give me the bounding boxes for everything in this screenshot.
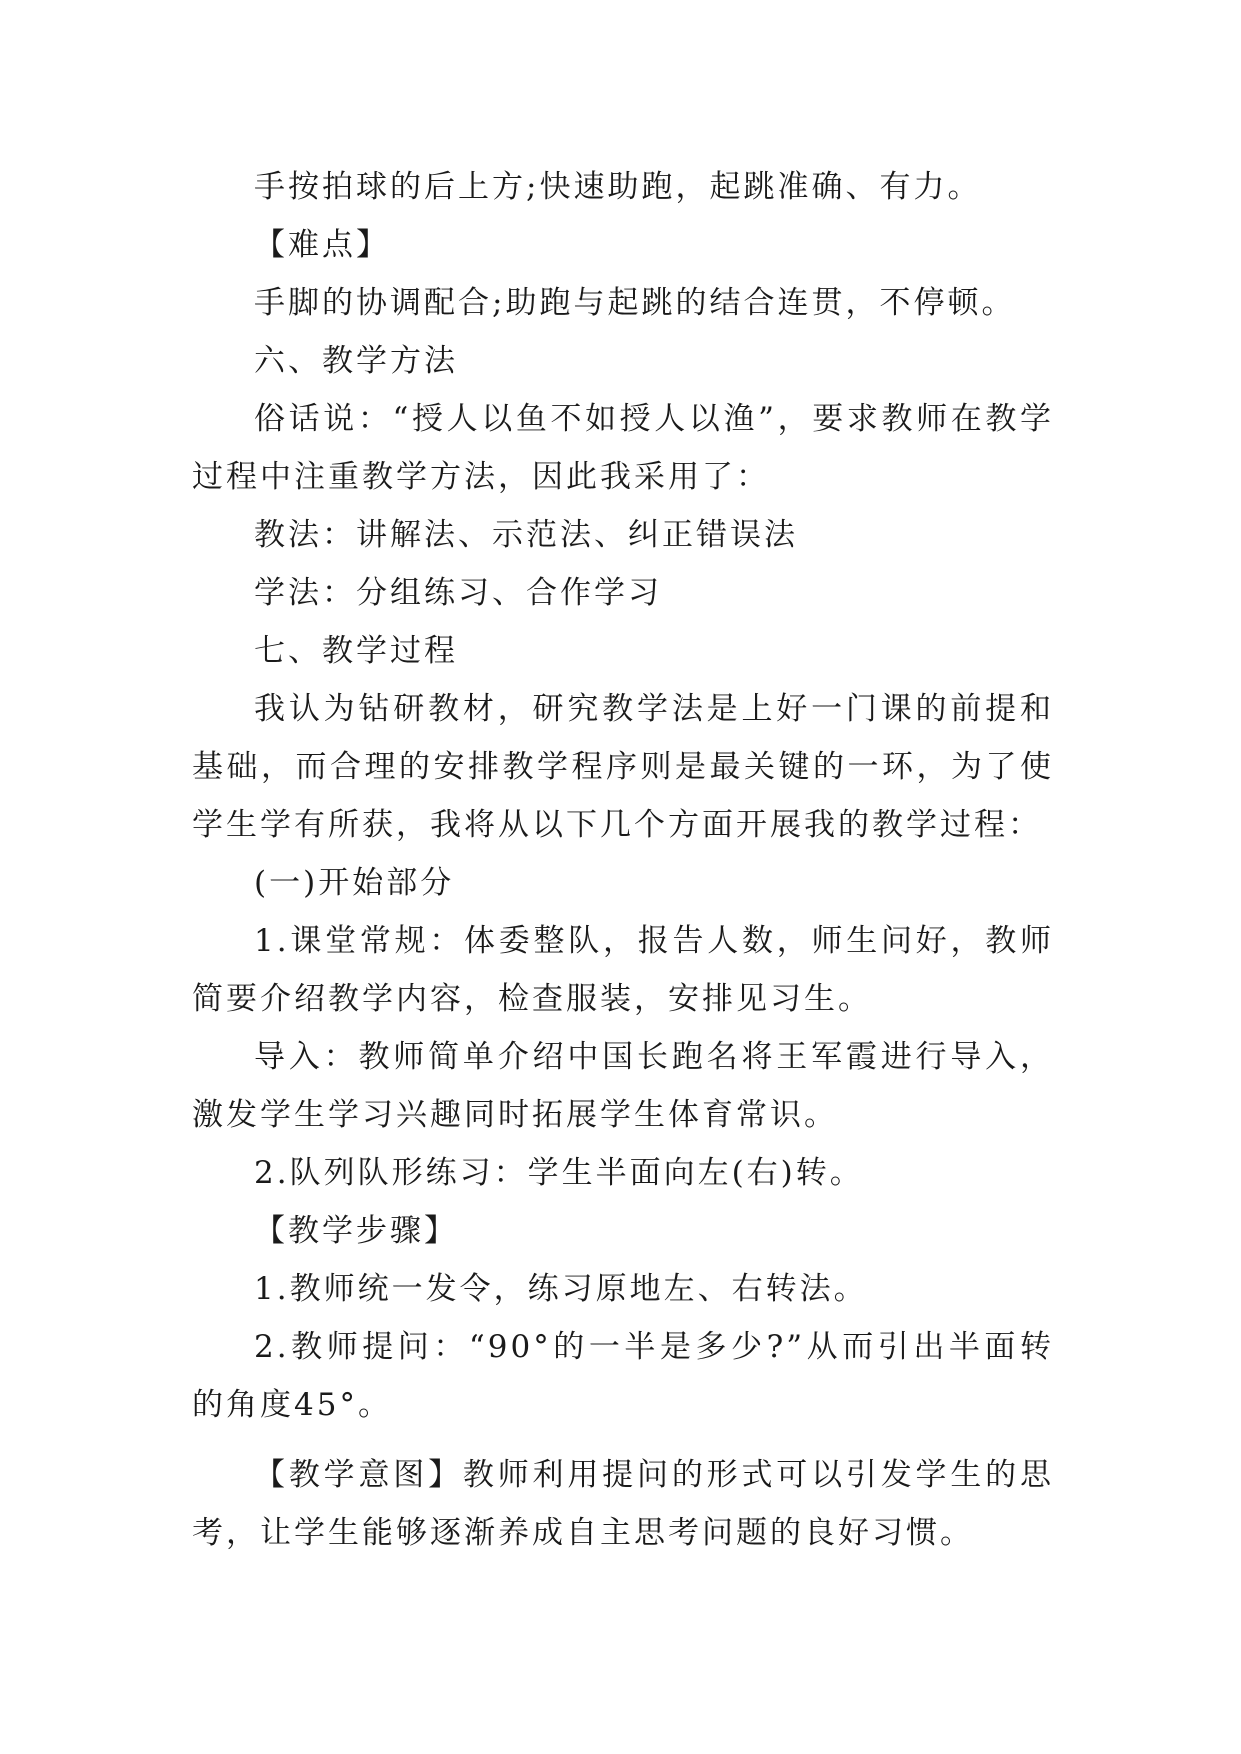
paragraph-formation-practice: 2.队列队形练习：学生半面向左(右)转。 <box>254 1155 864 1191</box>
paragraph-step-2: 2.教师提问：“90°的一半是多少?”从而引出半面转的角度45°。 <box>192 1329 1054 1423</box>
paragraph-step-1: 1.教师统一发令，练习原地左、右转法。 <box>254 1271 868 1307</box>
paragraph-process-intro: 我认为钻研教材，研究教学法是上好一门课的前提和基础，而合理的安排教学程序则是最关键的一环，为了使学生学有所获，我将从以下几个方面开展我的教学过程： <box>192 691 1054 843</box>
paragraph-methods-intro: 俗话说：“授人以鱼不如授人以渔”，要求教师在教学过程中注重教学方法，因此我采用了： <box>192 401 1054 495</box>
paragraph-teaching-method: 教法：讲解法、示范法、纠正错误法 <box>254 517 798 553</box>
paragraph-lead-in: 导入：教师简单介绍中国长跑名将王军霞进行导入，激发学生学习兴趣同时拓展学生体育常识。 <box>192 1039 1054 1133</box>
paragraph-class-routine: 1.课堂常规：体委整队，报告人数，师生问好，教师简要介绍教学内容，检查服装，安排见习生。 <box>192 923 1054 1017</box>
paragraph-teaching-intent: 【教学意图】教师利用提问的形式可以引发学生的思考，让学生能够逐渐养成自主思考问题的良好习惯。 <box>192 1457 1054 1551</box>
section-heading-teaching-process: 七、教学过程 <box>254 633 458 669</box>
section-heading-teaching-methods: 六、教学方法 <box>254 343 458 379</box>
heading-difficulty: 【难点】 <box>254 227 390 263</box>
paragraph-difficulty: 手脚的协调配合;助跑与起跳的结合连贯，不停顿。 <box>254 285 1016 321</box>
paragraph-spacer <box>192 1434 1054 1446</box>
document-body <box>192 158 1054 1562</box>
heading-teaching-steps: 【教学步骤】 <box>254 1213 458 1249</box>
paragraph-key-points-cont: 手按拍球的后上方;快速助跑，起跳准确、有力。 <box>254 169 982 205</box>
subheading-opening-part: (一)开始部分 <box>254 865 455 901</box>
paragraph-learning-method: 学法：分组练习、合作学习 <box>254 575 662 611</box>
